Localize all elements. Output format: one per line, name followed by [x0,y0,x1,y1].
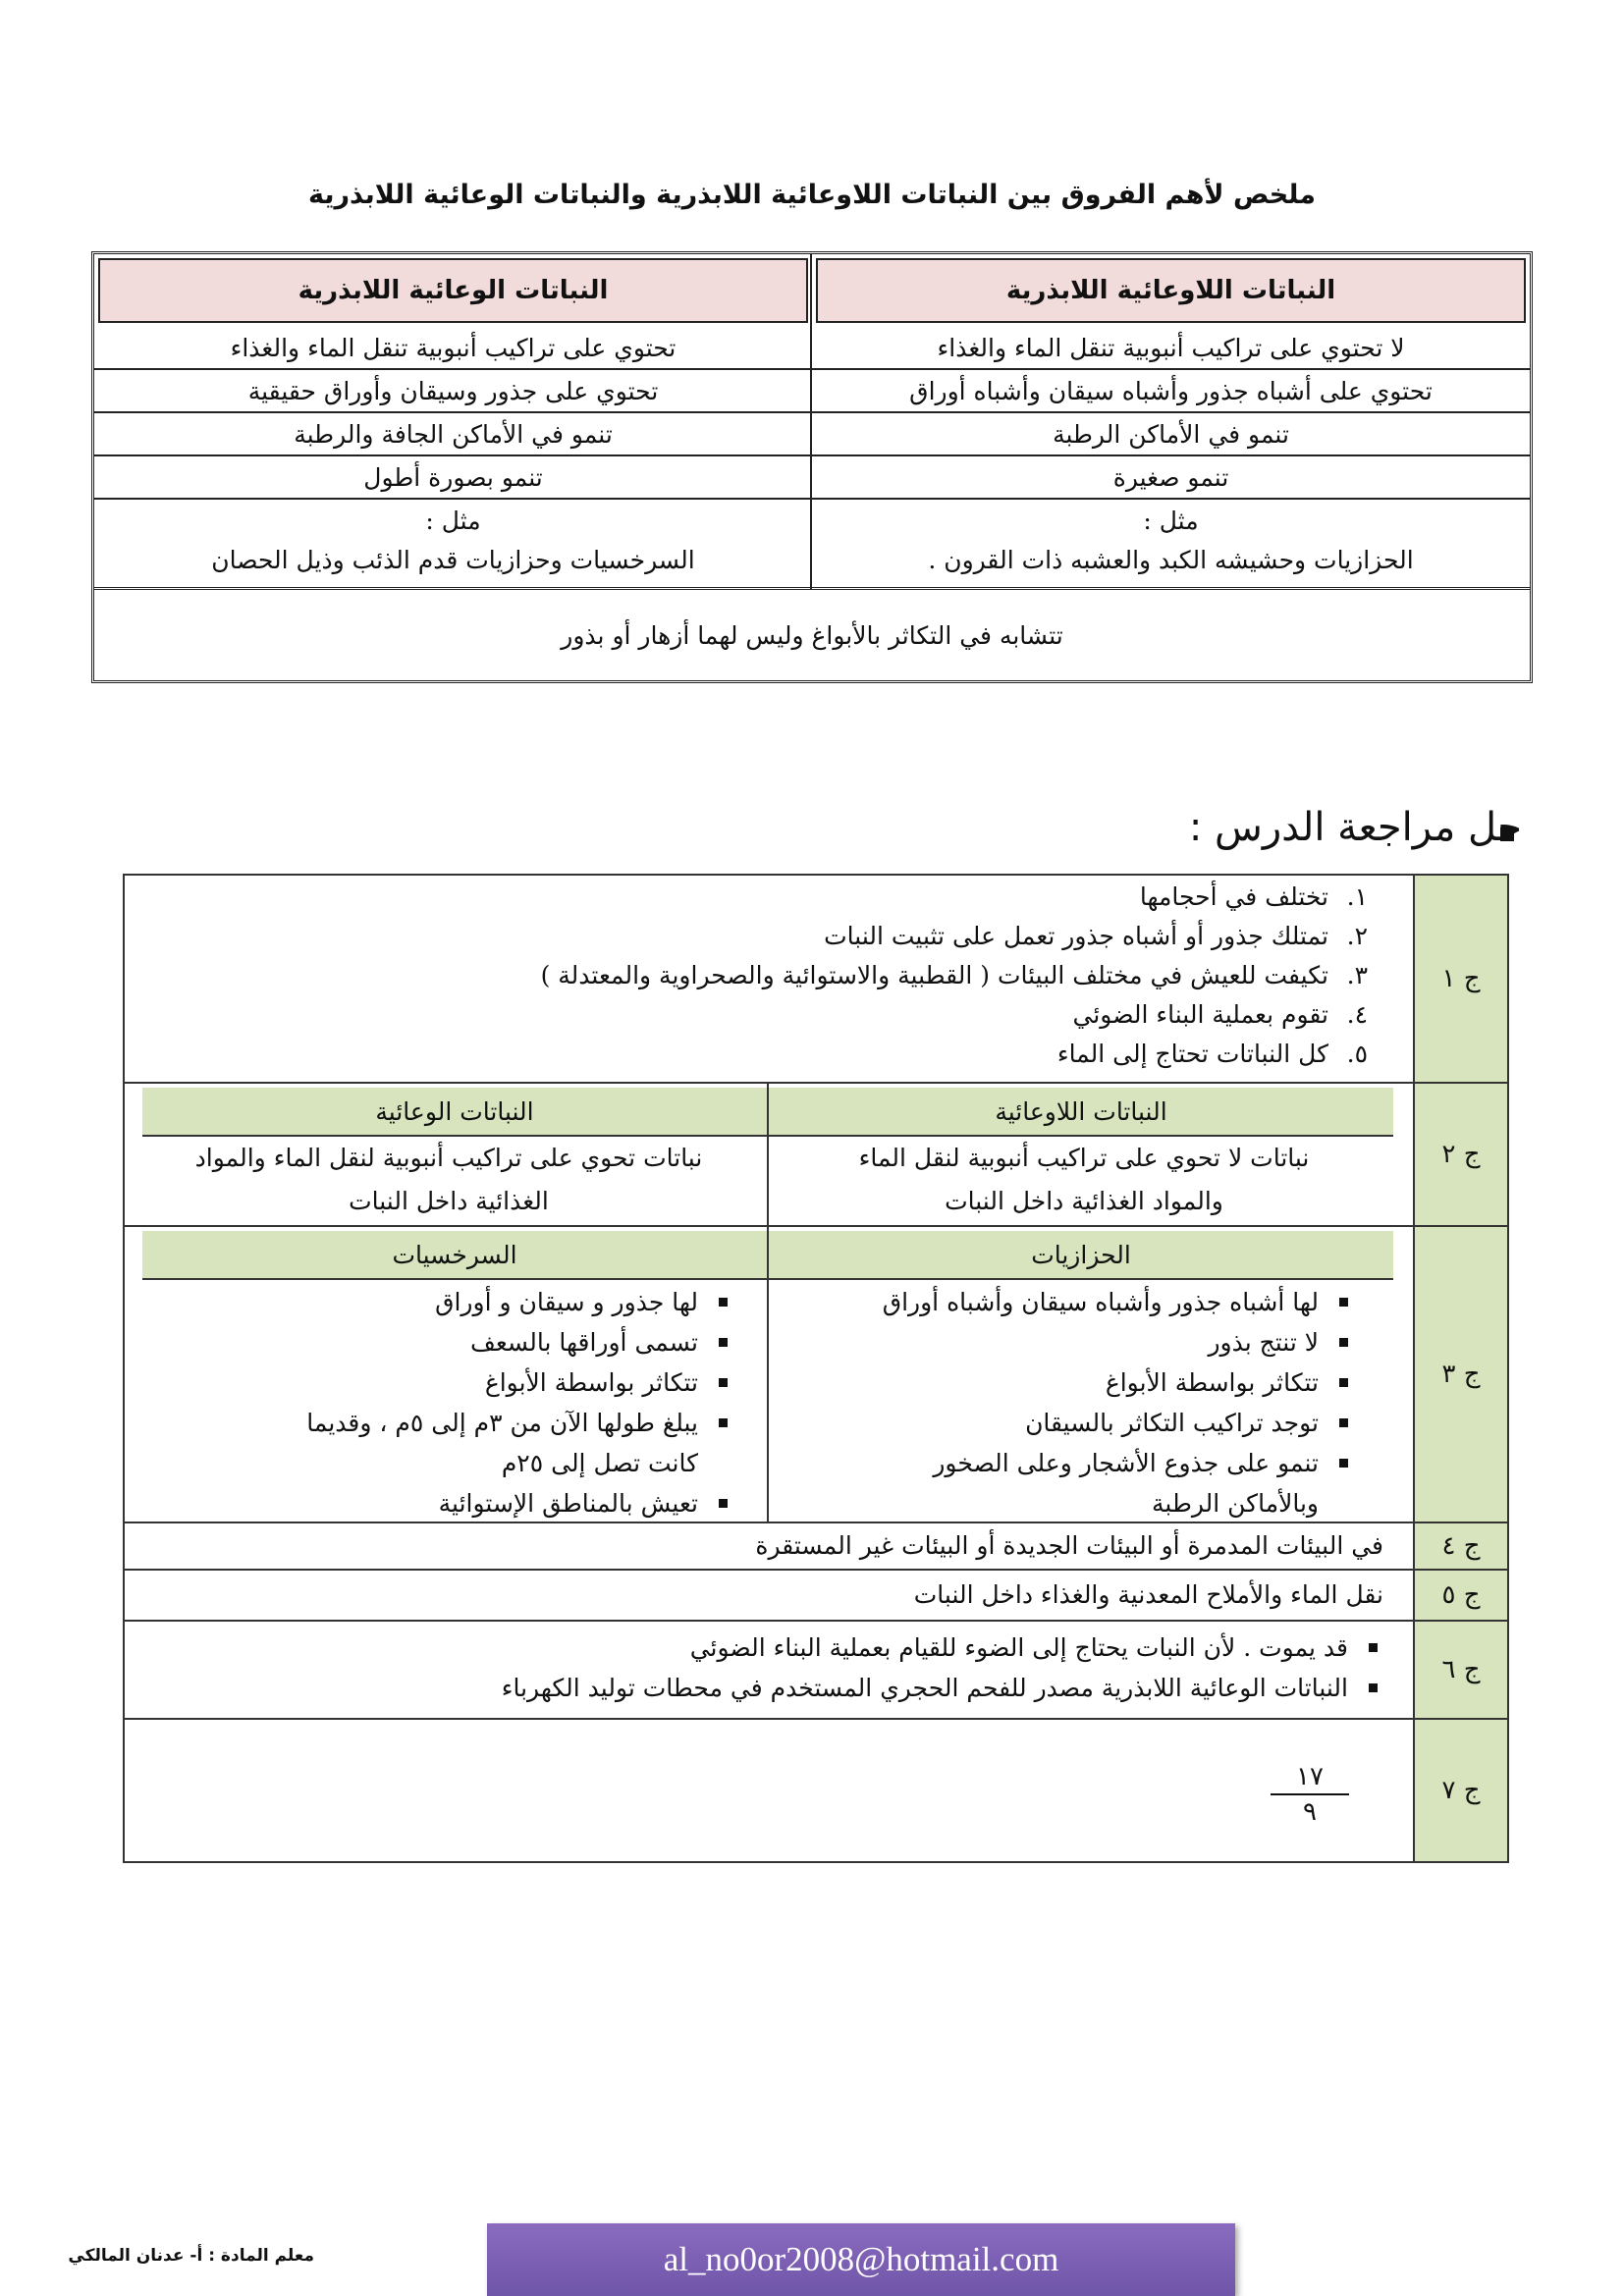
list-item [541,878,1368,917]
email-text: al_no0or2008@hotmail.com [663,2240,1059,2278]
column-divider [767,1227,769,1522]
column-divider [767,1084,769,1225]
list-number: ٥. [1346,1040,1368,1068]
vascular-subheader: النباتات الوعائية [142,1088,767,1137]
list-text: تكيفت للعيش في مختلف البيئات ( القطبية والاستوائية والصحراوية والمعتدلة ) [540,961,1328,989]
list-item: النباتات الوعائية اللابذرية مصدر للفحم الحجري المستخدم في محطات توليد الكهرباء [205,1668,1383,1708]
answer-3-cell [125,1227,1413,1523]
fraction-denominator: ٩ [1303,1797,1317,1827]
definition-line: والمواد الغذائية داخل النبات [945,1187,1223,1215]
list-text: تمتلك جذور أو أشباه جذور تعمل على تثبيت النبات [824,922,1328,950]
list-item [541,917,1368,956]
list-item [541,956,1368,995]
answer-label: ج ٦ [1413,1622,1507,1720]
mosses-list [785,1282,1354,1523]
mosses-subheader: الحزازيات [769,1231,1393,1280]
vascular-column [94,254,812,590]
answer-4-cell [125,1523,1413,1571]
nonvascular-definition [785,1137,1383,1223]
answer-text: في البيئات المدمرة أو البيئات الجديدة أو البيئات غير المستقرة [755,1531,1383,1560]
answer-label: ج ٤ [1413,1523,1507,1571]
list-number: ٢. [1346,922,1368,950]
review-table [123,874,1509,1863]
list-text: كل النباتات تحتاج إلى الماء [1056,1040,1328,1068]
answer-2-cell [125,1084,1413,1227]
answer-label: ج ٥ [1413,1571,1507,1622]
answer-1-list [541,878,1368,1074]
list-item: يبلغ طولها الآن من ٣م إلى ٥م ، وقديما [144,1403,733,1443]
answer-label: ج ١ [1413,876,1507,1084]
example-label: مثل : [425,507,481,535]
example-text: الحزازيات وحشيشه الكبد والعشبه ذات القرون . [928,546,1414,574]
ferns-list [144,1282,733,1523]
list-item: تعيش بالمناطق الإستوائية [144,1483,733,1523]
answer-7-cell [125,1720,1413,1861]
vascular-definition [135,1137,763,1223]
table-row: تنمو في الأماكن الجافة والرطبة [94,413,812,456]
example-label: مثل : [1143,507,1199,535]
review-title: حل مراجعة الدرس : [1188,805,1522,850]
list-item: تسمى أوراقها بالسعف [144,1322,733,1362]
list-item-continuation: وبالأماكن الرطبة [1152,1489,1319,1518]
answer-label: ج ٢ [1413,1084,1507,1227]
answer-label: ج ٣ [1413,1227,1507,1523]
table-row: تحتوي على تراكيب أنبوبية تنقل الماء والغذاء [94,327,812,370]
example-cell [94,500,812,582]
list-item: تتكاثر بواسطة الأبواغ [144,1362,733,1403]
list-item: لها أشباه جذور وأشباه سيقان وأشباه أوراق [785,1282,1354,1322]
example-cell [812,500,1530,582]
table-row: تحتوي على جذور وسيقان وأوراق حقيقية [94,370,812,413]
list-item: توجد تراكيب التكاثر بالسيقان [785,1403,1354,1443]
table-row: تحتوي على أشباه جذور وأشباه سيقان وأشباه أوراق [812,370,1530,413]
answer-5-cell [125,1571,1413,1622]
list-number: ٤. [1346,1000,1368,1029]
list-number: ١. [1346,882,1368,911]
fraction-numerator: ١٧ [1296,1762,1324,1791]
teacher-credit: معلم المادة : أ- عدنان المالكي [68,2246,314,2266]
table-row: لا تحتوي على تراكيب أنبوبية تنقل الماء والغذاء [812,327,1530,370]
list-number: ٣. [1346,961,1368,989]
common-trait-row: تتشابه في التكاثر بالأبواغ وليس لهما أزهار أو بذور [94,587,1530,680]
list-item: قد يموت . لأن النبات يحتاج إلى الضوء للقيام بعملية البناء الضوئي [205,1628,1383,1668]
definition-line: نباتات تحوي على تراكيب أنبوبية لنقل الماء والمواد [194,1144,703,1172]
answer-6-cell [125,1622,1413,1720]
definition-line: نباتات لا تحوي على تراكيب أنبوبية لنقل الماء [858,1144,1310,1172]
summary-title: ملخص لأهم الفروق بين النباتات اللاوعائية اللابذرية والنباتات الوعائية اللابذرية [308,180,1316,210]
answer-7-fraction [1271,1762,1349,1827]
nonvascular-column [810,254,1530,590]
summary-table [91,251,1533,683]
email-banner [487,2223,1235,2296]
definition-line: الغذائية داخل النبات [349,1187,549,1215]
answer-text: نقل الماء والأملاح المعدنية والغذاء داخل النبات [913,1580,1383,1609]
list-item: تنمو على جذوع الأشجار وعلى الصخور [785,1443,1354,1483]
list-item [541,995,1368,1035]
list-item: لا تنتج بذور [785,1322,1354,1362]
list-item-continuation: كانت تصل إلى ٢٥م [501,1449,698,1477]
table-row: تنمو صغيرة [812,456,1530,500]
answer-1-cell [125,876,1413,1084]
answer-6-list [205,1628,1383,1708]
nonvascular-header: النباتات اللاوعائية اللابذرية [816,258,1526,323]
answer-label: ج ٧ [1413,1720,1507,1861]
list-text: تقوم بعملية البناء الضوئي [1072,1000,1328,1029]
list-item: تتكاثر بواسطة الأبواغ [785,1362,1354,1403]
example-text: السرخسيات وحزازيات قدم الذئب وذيل الحصان [211,546,695,574]
list-item: لها جذور و سيقان و أوراق [144,1282,733,1322]
fraction-bar [1271,1793,1349,1795]
ferns-subheader: السرخسيات [142,1231,767,1280]
vascular-header: النباتات الوعائية اللابذرية [98,258,808,323]
list-item [541,1035,1368,1074]
nonvascular-subheader: النباتات اللاوعائية [769,1088,1393,1137]
list-text: تختلف في أحجامها [1139,882,1328,911]
table-row: تنمو بصورة أطول [94,456,812,500]
table-row: تنمو في الأماكن الرطبة [812,413,1530,456]
